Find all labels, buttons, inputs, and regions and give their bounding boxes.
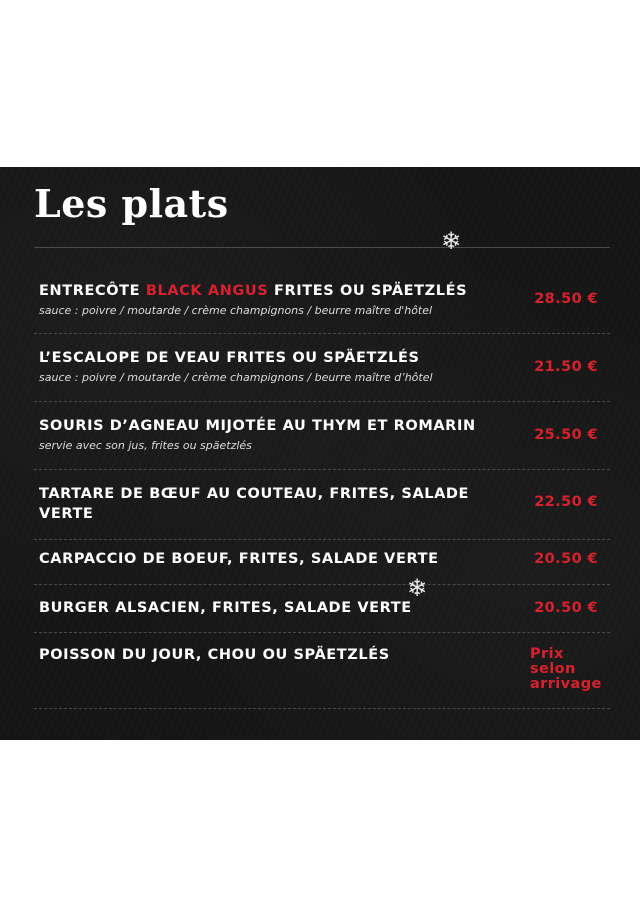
title-divider <box>34 247 610 248</box>
menu-panel <box>0 167 640 740</box>
dish-price: 20.50 € <box>534 551 598 567</box>
dish-description: sauce : poivre / moutarde / crème champignons / beurre maître d’hôtel <box>39 371 433 384</box>
dish-name-accent: BLACK ANGUS <box>145 283 269 299</box>
dish-name-part: ENTRECÔTE <box>39 283 146 299</box>
dish-item <box>34 402 610 470</box>
dish-item <box>34 470 610 540</box>
dish-description: sauce : poivre / moutarde / crème champignons / beurre maître d'hôtel <box>39 304 433 317</box>
dish-name: BURGER ALSACIEN, FRITES, SALADE VERTE <box>39 600 412 616</box>
snowflake-icon: ❄ <box>441 227 462 255</box>
dish-price: 22.50 € <box>534 494 598 510</box>
dish-price: 25.50 € <box>534 427 598 443</box>
dish-item <box>34 334 610 402</box>
dish-name: CARPACCIO DE BOEUF, FRITES, SALADE VERTE <box>39 551 439 567</box>
dish-price: 21.50 € <box>534 359 598 375</box>
dish-name: L’ESCALOPE DE VEAU FRITES OU SPÄETZLÉS <box>39 350 420 366</box>
dish-name: POISSON DU JOUR, CHOU OU SPÄETZLÉS <box>39 647 390 663</box>
dish-price: 28.50 € <box>534 291 598 307</box>
dish-description: servie avec son jus, frites ou späetzlés <box>39 439 252 452</box>
dish-price: 20.50 € <box>534 600 598 616</box>
dish-item <box>34 540 610 585</box>
section-title: Les plats <box>34 181 229 226</box>
dish-item <box>34 585 610 633</box>
dish-name: SOURIS D’AGNEAU MIJOTÉE AU THYM ET ROMARIN <box>39 418 476 434</box>
snowflake-icon: ❄ <box>407 574 428 602</box>
dish-item <box>34 633 610 709</box>
dish-name: TARTARE DE BŒUF AU COUTEAU, FRITES, SALADE VERTE <box>39 486 470 522</box>
dish-price: Prix selon arrivage <box>530 646 602 692</box>
dish-name <box>39 281 509 301</box>
dish-name-part: FRITES OU SPÄETZLÉS <box>268 283 468 299</box>
dish-item <box>34 263 610 334</box>
